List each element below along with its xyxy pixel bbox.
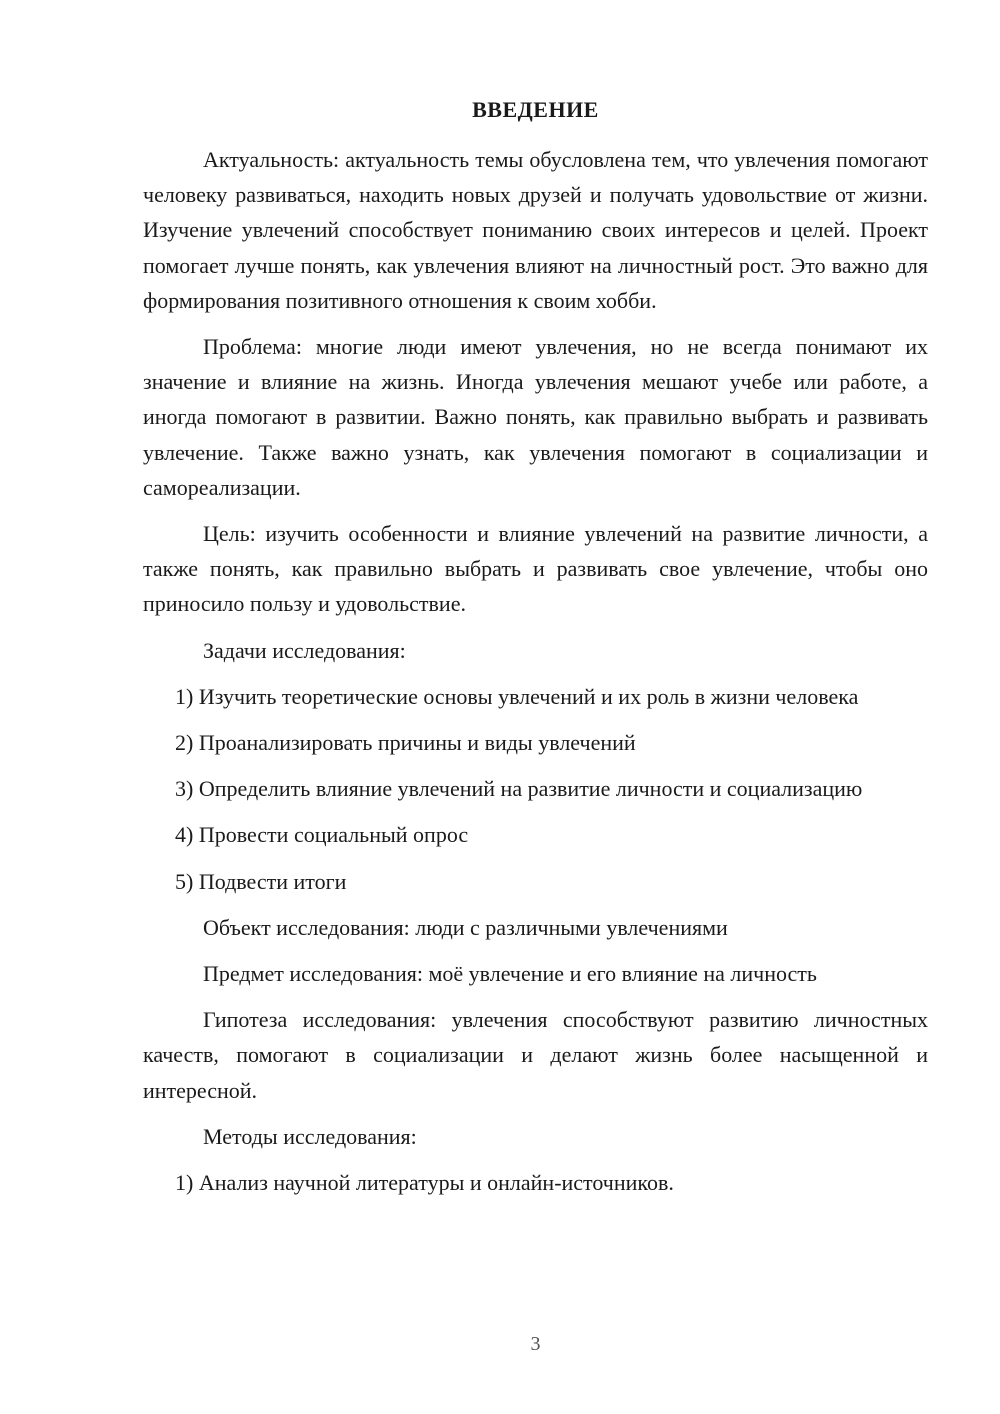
task-item-2: 2) Проанализировать причины и виды увлечений [175,730,636,756]
goal-paragraph: Цель: изучить особенности и влияние увлечений на развитие личности, а также понять, как правильно выбрать и развивать свое увлечение, чтобы оно приносило пользу и удовольствие. [143,521,928,617]
page-number: 3 [530,1333,541,1355]
method-item-1: 1) Анализ научной литературы и онлайн-источников. [175,1170,674,1196]
subject-paragraph: Предмет исследования: моё увлечение и его влияние на личность [203,961,817,987]
task-item-1: 1) Изучить теоретические основы увлечений и их роль в жизни человека [175,683,859,709]
body-text [143,142,928,1211]
task-item-3: 3) Определить влияние увлечений на развитие личности и социализацию [175,776,863,802]
task-item-5: 5) Подвести итоги [175,868,347,894]
hypothesis-paragraph: Гипотеза исследования: увлечения способствуют развитию личностных качеств, помогают в социализации и делают жизнь более насыщенной и интересной. [143,1007,928,1103]
section-heading: ВВЕДЕНИЕ [472,97,599,122]
document-page [143,0,928,1414]
methods-heading: Методы исследования: [203,1123,417,1149]
problem-paragraph: Проблема: многие люди имеют увлечения, но не всегда понимают их значение и влияние на жизнь. Иногда увлечения мешают учебе или работе, а иногда помогают в развитии. Важно понять, как правильно выбрать и развивать увлечение. Также важно узнать, как увлечения помогают в социализации и самореализации. [143,334,928,500]
tasks-heading: Задачи исследования: [203,637,406,663]
task-item-4: 4) Провести социальный опрос [175,822,469,848]
object-paragraph: Объект исследования: люди с различными увлечениями [203,914,728,940]
relevance-paragraph: Актуальность: актуальность темы обусловлена тем, что увлечения помогают человеку развиваться, находить новых друзей и получать удовольствие от жизни. Изучение увлечений способствует пониманию своих интересов и целей. Проект помогает лучше понять, как увлечения влияют на личностный рост. Это важно для формирования позитивного отношения к своим хобби. [143,147,928,313]
